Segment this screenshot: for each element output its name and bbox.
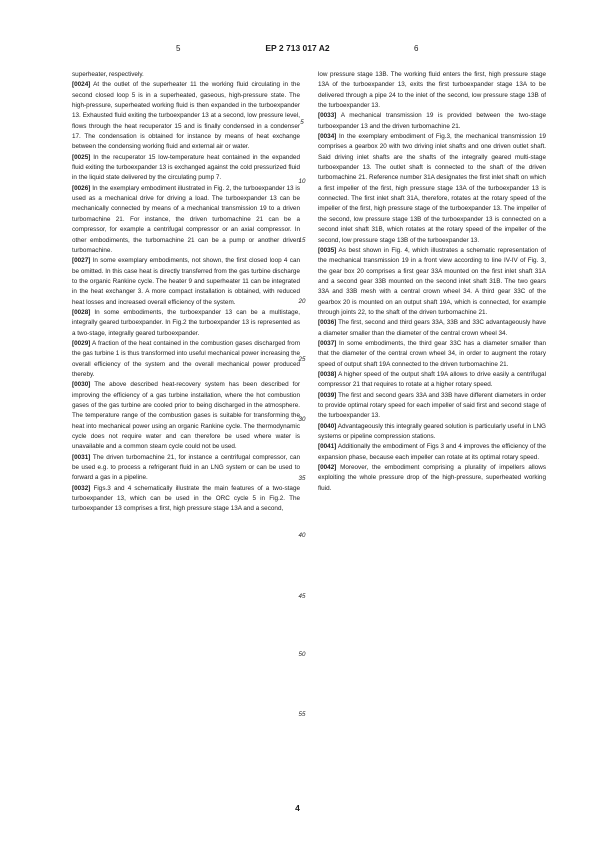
line-number: 5 [300, 119, 304, 126]
line-number: 10 [298, 178, 306, 185]
paragraph [72, 308, 300, 339]
paragraph-text: The above described heat-recovery system has been described for improving the efficiency of a gas turbine installation, where the hot combustion gases of the gas turbine are cooled prior to being discharged in the atmosphere. The temperature range of the combustion gases is suitable for transforming the heat into mechanical power using an organic Rankine cycle. The thermodynamic cycle does not require water and can therefore be used where water is unavailable and a common steam cycle could not be used. [72, 381, 300, 451]
paragraph-number: [0026] [72, 184, 91, 192]
paragraph-text: In some exemplary embodiments, not shown, the first closed loop 4 can be omitted. In this case heat is directly transferred from the gas turbine discharge to the organic Rankine cycle. The heater 9 and superheater 11 can be integrated in the heat exchanger 3. A more compact installation is obtained, with reduced heat losses and increased overall efficiency of the system. [72, 257, 300, 306]
paragraph-number: [0025] [72, 153, 91, 161]
paragraph-number: [0027] [72, 257, 91, 265]
paragraph-text: Additionally the embodiment of Figs 3 and 4 improves the efficiency of the expansion phase, because each impeller can rotate at its optimal rotary speed. [318, 443, 546, 461]
paragraph [72, 153, 300, 184]
paragraph-text: Figs.3 and 4 schematically illustrate the main features of a two-stage turboexpander 13, which can be used in the ORC cycle 5 in Fig.2. The turboexpander 13 comprises a first, high pressure stage 13A and a second, [72, 484, 300, 513]
paragraph [72, 80, 300, 152]
line-number: 15 [298, 237, 306, 244]
paragraph-number: [0028] [72, 308, 91, 316]
paragraph-text: In some embodiments, the turboexpander 13 can be a multistage, integrally geared turboexpander. In Fig.2 the turboexpander 13 is represented as a two-stage, integrally geared turboexpander. [72, 308, 300, 337]
paragraph-text: Advantageously this integrally geared solution is particularly useful in LNG systems or pipeline compression stations. [318, 422, 546, 441]
paragraph-number: [0037] [318, 339, 337, 347]
paragraph [318, 111, 546, 132]
paragraph [72, 380, 300, 452]
paragraph [318, 246, 546, 318]
paragraph [318, 442, 546, 463]
page-number-right: 6 [414, 44, 419, 53]
paragraph-text: In some embodiments, the third gear 33C has a diameter smaller than that the diameter of the central crown wheel 34, in order to augment the rotary speed of output shaft 19A connected to the driven turbomachine 21. [318, 339, 547, 368]
paragraph [318, 370, 546, 391]
paragraph-number: [0035] [318, 246, 337, 254]
paragraph-number: [0030] [72, 381, 91, 389]
paragraph-text: The driven turbomachine 21, for instance a centrifugal compressor, can be used e.g. to process a refrigerant fluid in an LNG system or can be used to forward a gas in a pipeline. [72, 453, 301, 482]
paragraph [72, 70, 300, 80]
paragraph [72, 184, 300, 256]
line-number: 40 [298, 532, 306, 539]
paragraph-text: A mechanical transmission 19 is provided between the two-stage turboexpander 13 and the driven turbomachine 21. [318, 112, 547, 130]
page-footer-number: 4 [295, 803, 300, 813]
paragraph-text: A higher speed of the output shaft 19A allows to drive easily a centrifugal compressor 21 that requires to rotate at a higher rotary speed. [318, 370, 546, 389]
paragraph [318, 463, 546, 494]
paragraph-number: [0032] [72, 484, 91, 492]
line-number: 55 [298, 711, 306, 718]
paragraph [318, 422, 546, 443]
right-text-column [318, 70, 546, 494]
paragraph-text: The first and second gears 33A and 33B have different diameters in order to provide optimal rotary speed for each impeller of said first and second stage of the turboexpander 13. [318, 391, 546, 420]
paragraph-number: [0031] [72, 453, 91, 461]
paragraph [72, 256, 300, 308]
line-number: 35 [298, 475, 306, 482]
paragraph [72, 484, 300, 515]
paragraph [72, 453, 300, 484]
paragraph-text: In the recuperator 15 low-temperature heat contained in the expanded fluid exiting the turboexpander 13 is exchanged against the cold pressurized fluid in the liquid state delivered by the circulating pump 7. [72, 153, 300, 182]
paragraph-number: [0029] [72, 339, 91, 347]
paragraph-number: [0038] [318, 370, 337, 378]
paragraph-text: In the exemplary embodiment illustrated in Fig. 2, the turboexpander 13 is used as a mechanical drive for driving a load. The turboexpander 13 can be mechanically connected by means of a mechanical transmission 19 to a driven turbomachine 21. For instance, the driven turbomachine 21 can be a compressor, for example a centrifugal compressor or an axial compressor. In other embodiments, the turbomachine 21 can be a pump or another driven turbomachine. [72, 184, 300, 254]
left-text-column [72, 70, 300, 515]
paragraph-number: [0024] [72, 81, 91, 89]
paragraph-text: As best shown in Fig. 4, which illustrates a schematic representation of the mechanical transmission 19 in a front view according to line IV-IV of Fig. 3, the gear box 20 comprises a first gear 33A mounted on the first inlet shaft 31A and a second gear 33B mounted on the second inlet shaft 31B. The two gears 33A and 33B mesh with a central crown wheel 34. A third gear 33C of the gearbox 20 is mounted on an output shaft 19A, which is connected, for example through joints 22, to the shaft of the driven turbomachine 21. [318, 246, 546, 316]
paragraph-text: The first, second and third gears 33A, 33B and 33C advantageously have a diameter smaller than the diameter of the central crown wheel 34. [318, 319, 546, 337]
paragraph-number: [0041] [318, 443, 337, 451]
page-number-left: 5 [176, 44, 181, 53]
paragraph-text: low pressure stage 13B. The working fluid enters the first, high pressure stage 13A of the turboexpander 13, exits the first turboexpander stage 13A to be delivered through a pipe 24 to the inlet of the second, low pressure stage 13B of the turboexpander 13. [318, 71, 546, 110]
paragraph [318, 391, 546, 422]
publication-number: EP 2 713 017 A2 [265, 43, 330, 53]
paragraph [72, 339, 300, 380]
line-number: 20 [298, 298, 306, 305]
paragraph-number: [0042] [318, 464, 337, 472]
paragraph-number: [0040] [318, 422, 337, 430]
paragraph [318, 339, 546, 370]
paragraph [318, 318, 546, 339]
paragraph-text: In the exemplary embodiment of Fig.3, the mechanical transmission 19 comprises a gearbox 20 with two driving inlet shafts and one driven outlet shaft. Said driving inlet shafts are the shafts of the integrally geared multi-stage turboexpander 13. The outlet shaft is connected to the shaft of the driven turbomachine 21. Reference number 31A designates the first inlet shaft on which a first impeller of the first, high pressure stage 13A of the turboexpander 13 is connected. The first inlet shaft 31A, therefore, rotates at the rotary speed of the impeller of the first, high pressure stage of the turboexpander 13. The impeller of the second, low pressure stage 13B of the turboexpander 13 is connected on a second inlet shaft 31B, which rotates at the rotary speed of the impeller of the second, low pressure stage 13B of the turboexpander 13. [318, 133, 546, 244]
paragraph-number: [0034] [318, 133, 337, 141]
paragraph [318, 70, 546, 111]
line-number: 50 [298, 651, 306, 658]
paragraph-text: At the outlet of the superheater 11 the working fluid circulating in the second closed loop 5 is in a superheated, gaseous, high-pressure state. The high-pressure, superheated working fluid is then expanded in the turboexpander 13. Exhausted fluid exiting the turboexpander 13 at a second, low pressure level, flows through the heat recuperator 15 and is finally condensed in a condenser 17. The condensation is obtained for instance by means of heat exchange between the condensing working fluid and external air or water. [72, 81, 300, 151]
line-number: 45 [298, 593, 306, 600]
paragraph [318, 132, 546, 246]
line-number: 30 [298, 416, 306, 423]
paragraph-number: [0039] [318, 391, 337, 399]
paragraph-text: A fraction of the heat contained in the combustion gases discharged from the gas turbine 1 is thus transformed into useful mechanical power increasing the overall efficiency of the system and the overall mechanical power produced thereby. [72, 339, 300, 378]
paragraph-text: superheater, respectively. [72, 71, 144, 78]
paragraph-text: Moreover, the embodiment comprising a plurality of impellers allows exploiting the whole pressure drop of the high-pressure, superheated working fluid. [318, 464, 546, 492]
paragraph-number: [0036] [318, 319, 337, 327]
line-number: 25 [298, 356, 306, 363]
paragraph-number: [0033] [318, 112, 337, 120]
